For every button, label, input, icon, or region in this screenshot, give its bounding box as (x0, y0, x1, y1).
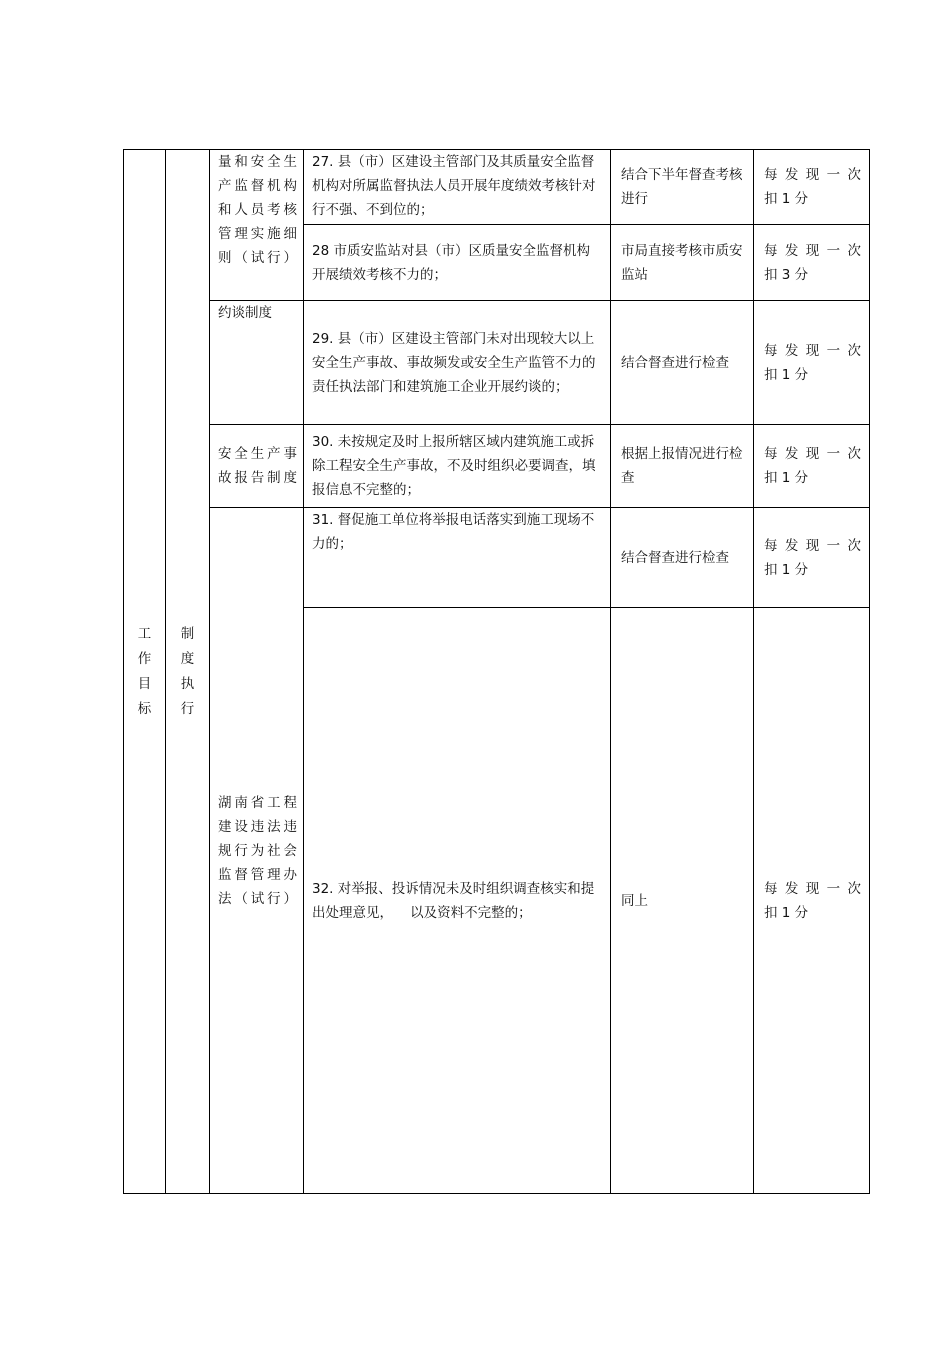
item-31-text: 31. 督促施工单位将举报电话落实到施工现场不力的； (312, 512, 595, 552)
category-interview-system (210, 301, 304, 425)
method-30 (611, 425, 754, 508)
category-accident-report (210, 425, 304, 508)
assessment-table (123, 149, 870, 1194)
score-30-line1: 每发现一次 (764, 446, 861, 462)
method-32 (611, 608, 754, 1194)
item-27 (304, 150, 611, 225)
score-32-line1: 每发现一次 (764, 880, 861, 897)
category-social-supervision (210, 508, 304, 1194)
score-28-line2: 扣 3 分 (764, 266, 809, 283)
method-31 (611, 508, 754, 608)
score-27-line2: 扣 1 分 (764, 191, 809, 207)
category-assessment-rules-text: 量和安全生产监督机构和人员考核管理实施细则（试行） (218, 154, 297, 266)
score-27 (754, 150, 870, 225)
item-29-text: 29. 县（市）区建设主管部门未对出现较大以上安全生产事故、事故频发或安全生产监管不力的责任执法部门和建筑施工企业开展约谈的； (312, 330, 596, 395)
score-32-line2: 扣 1 分 (764, 904, 809, 921)
item-30 (304, 425, 611, 508)
score-28-line1: 每发现一次 (764, 242, 861, 259)
method-32-text: 同上 (621, 892, 648, 909)
method-31-text: 结合督查进行检查 (621, 549, 729, 566)
item-32 (304, 608, 611, 1194)
score-30 (754, 425, 870, 508)
method-29-text: 结合督查进行检查 (621, 354, 729, 371)
method-29 (611, 301, 754, 425)
item-28 (304, 225, 611, 301)
score-29 (754, 301, 870, 425)
method-27 (611, 150, 754, 225)
category-accident-report-text: 安全生产事故报告制度 (218, 446, 297, 486)
item-32-text: 32. 对举报、投诉情况未及时组织调查核实和提出处理意见， 以及资料不完整的； (312, 880, 595, 921)
score-31-line1: 每发现一次 (764, 537, 861, 554)
work-goal-label: 工作目标 (137, 625, 152, 717)
category-work-goal (124, 150, 166, 1194)
method-27-text: 结合下半年督查考核进行 (621, 167, 743, 207)
method-28 (611, 225, 754, 301)
item-30-text: 30. 未按规定及时上报所辖区域内建筑施工或拆除工程安全生产事故，不及时组织必要调查，填报信息不完整的； (312, 434, 596, 498)
category-interview-system-text: 约谈制度 (218, 305, 272, 321)
score-29-line1: 每发现一次 (764, 342, 861, 359)
score-28 (754, 225, 870, 301)
method-28-text: 市局直接考核市质安监站 (621, 242, 743, 283)
score-32 (754, 608, 870, 1194)
category-system-execution (166, 150, 210, 1194)
item-29 (304, 301, 611, 425)
category-social-supervision-text: 湖南省工程建设违法违规行为社会监督管理办法（试行） (218, 794, 297, 907)
score-27-line1: 每发现一次 (764, 167, 861, 183)
item-31 (304, 508, 611, 608)
category-assessment-rules (210, 150, 304, 301)
score-31-line2: 扣 1 分 (764, 561, 809, 578)
system-execution-label: 制度执行 (180, 625, 195, 717)
score-30-line2: 扣 1 分 (764, 470, 809, 486)
item-27-text: 27. 县（市）区建设主管部门及其质量安全监督机构对所属监督执法人员开展年度绩效考核针对行不强、不到位的； (312, 154, 596, 218)
item-28-text: 28 市质安监站对县（市）区质量安全监督机构开展绩效考核不力的； (312, 242, 590, 283)
score-29-line2: 扣 1 分 (764, 366, 809, 383)
method-30-text: 根据上报情况进行检查 (621, 446, 743, 486)
score-31 (754, 508, 870, 608)
